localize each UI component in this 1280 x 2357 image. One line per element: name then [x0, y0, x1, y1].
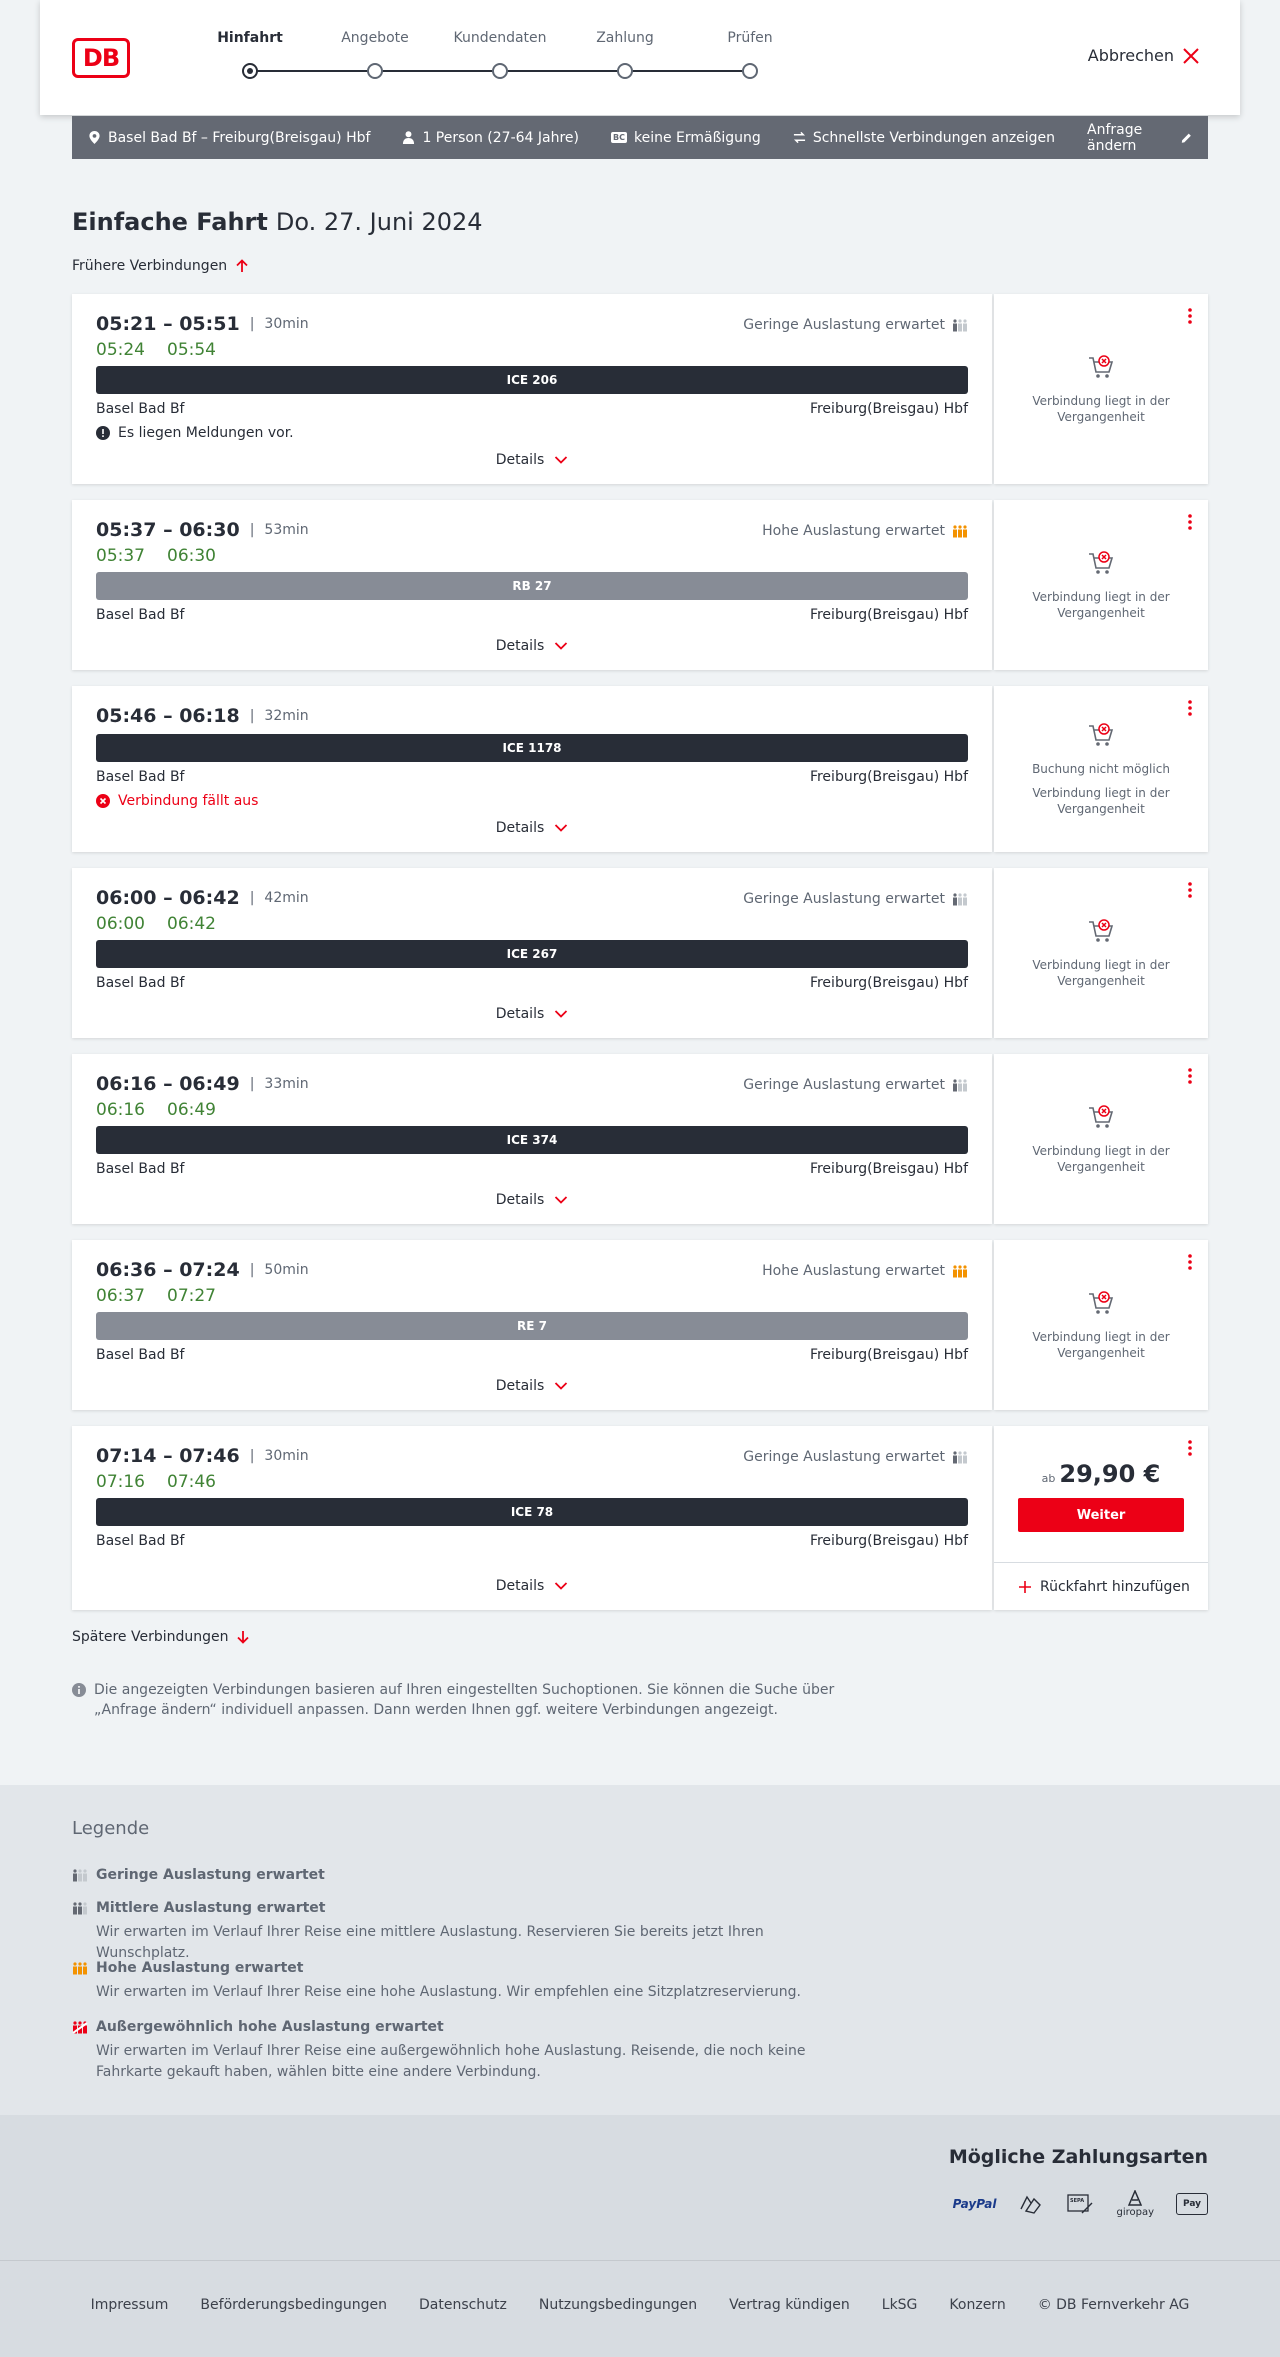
fastest-text: Schnellste Verbindungen anzeigen	[812, 129, 1056, 146]
payment-methods-section	[0, 2115, 1280, 2260]
realtime-arrival: 07:27	[167, 1286, 216, 1306]
origin-station: Basel Bad Bf	[96, 401, 185, 417]
paypal-icon	[953, 2187, 997, 2221]
train-line-bar[interactable]	[96, 366, 968, 394]
realtime-times	[96, 1100, 216, 1120]
past-connection-text: Verbindung liegt in der Vergangenheit	[1032, 590, 1170, 620]
realtime-departure: 07:16	[96, 1472, 145, 1492]
low-occupancy-icon	[952, 892, 968, 906]
legend-item	[72, 2019, 852, 2083]
connection-details[interactable]	[72, 1240, 992, 1410]
footer-link[interactable]: Beförderungsbedingungen	[200, 2297, 387, 2313]
realtime-arrival: 05:54	[167, 340, 216, 360]
legend-title-text: Geringe Auslastung erwartet	[96, 1867, 325, 1883]
details-toggle[interactable]	[72, 1578, 992, 1594]
sepa-icon	[1066, 2187, 1094, 2221]
chevron-down-icon	[554, 1009, 568, 1019]
side-divider	[994, 1562, 1208, 1563]
giropay-icon	[1116, 2187, 1154, 2221]
chevron-down-icon	[554, 641, 568, 651]
cancellation-notice	[96, 793, 258, 809]
notice-text: Verbindung fällt aus	[118, 793, 259, 809]
departure-arrival-time: 05:37 – 06:30	[96, 519, 240, 541]
route-text: Basel Bad Bf – Freiburg(Breisgau) Hbf	[108, 129, 371, 146]
step-label: Prüfen	[727, 30, 773, 46]
occupancy-label: Geringe Auslastung erwartet	[743, 1449, 945, 1465]
page-title	[72, 208, 483, 236]
step-2[interactable]	[315, 30, 435, 46]
step-label: Zahlung	[596, 30, 654, 46]
details-toggle[interactable]	[72, 1192, 992, 1208]
origin-station: Basel Bad Bf	[96, 607, 185, 623]
time-separator: |	[249, 316, 255, 332]
close-icon	[1182, 47, 1200, 65]
swap-arrows-icon	[793, 131, 806, 144]
details-label: Details	[495, 1192, 545, 1208]
notice-text: Es liegen Meldungen vor.	[118, 425, 294, 441]
cancel-label: Abbrechen	[1087, 46, 1174, 65]
footer-link[interactable]: LkSG	[881, 2297, 918, 2313]
legend-title-text: Außergewöhnlich hohe Auslastung erwartet	[96, 2019, 444, 2035]
past-connection-text: Verbindung liegt in der Vergangenheit	[1032, 958, 1170, 988]
connection-details[interactable]	[72, 1054, 992, 1224]
origin-station: Basel Bad Bf	[96, 1533, 185, 1549]
add-return-trip-label: Rückfahrt hinzufügen	[1040, 1579, 1190, 1595]
high-occupancy-icon	[952, 1264, 968, 1278]
destination-station: Freiburg(Breisgau) Hbf	[809, 1347, 968, 1363]
db-logo[interactable]: DB	[72, 38, 130, 78]
plus-icon	[1018, 1580, 1032, 1594]
step-dot-icon	[742, 63, 758, 79]
booking-stepper	[210, 30, 773, 90]
past-connection-text: Verbindung liegt in der Vergangenheit	[1032, 1144, 1170, 1174]
step-label: Kundendaten	[453, 30, 547, 46]
booking-status-panel	[994, 686, 1208, 852]
realtime-times	[96, 340, 216, 360]
alert-icon	[96, 426, 110, 440]
cart-unavailable-icon	[1087, 549, 1115, 577]
train-number: RB 27	[512, 579, 552, 593]
legend-section	[0, 1785, 1280, 2115]
low-occupancy-icon	[952, 318, 968, 332]
more-options-icon[interactable]	[1188, 700, 1192, 716]
high-occupancy-icon	[72, 1961, 88, 1975]
occupancy-indicator[interactable]	[743, 317, 968, 333]
realtime-times	[96, 1472, 216, 1492]
cart-unavailable-icon	[1087, 1103, 1115, 1131]
legend-item-description: Wir erwarten im Verlauf Ihrer Reise eine hohe Auslastung. Wir empfehlen eine Sitzplatzreservierung.	[96, 1984, 801, 2000]
legend-title-text: Hohe Auslastung erwartet	[96, 1960, 304, 1976]
legend-item-description: Wir erwarten im Verlauf Ihrer Reise eine mittlere Auslastung. Reservieren Sie bereits jetzt Ihren Wunschplatz.	[96, 1924, 764, 1961]
departure-arrival-time: 06:00 – 06:42	[96, 887, 240, 909]
step-label: Angebote	[341, 30, 409, 46]
service-message-notice[interactable]	[96, 425, 294, 441]
occupancy-label: Hohe Auslastung erwartet	[762, 1263, 945, 1279]
more-options-icon[interactable]	[1188, 1254, 1192, 1270]
time-separator: |	[249, 1076, 255, 1092]
footer-link[interactable]: Datenschutz	[418, 2297, 507, 2313]
legend-item-title	[72, 1900, 852, 1916]
step-dot-icon	[242, 63, 258, 79]
later-connections-link[interactable]	[72, 1629, 250, 1645]
details-toggle[interactable]	[72, 638, 992, 654]
more-options-icon[interactable]	[1188, 1068, 1192, 1084]
train-line-bar[interactable]	[96, 940, 968, 968]
details-label: Details	[495, 820, 545, 836]
travel-duration: 33min	[264, 1076, 309, 1092]
booking-status-panel	[994, 868, 1208, 1038]
location-pin-icon	[88, 131, 101, 144]
add-return-trip-link[interactable]	[1018, 1579, 1190, 1595]
low-occupancy-icon	[72, 1868, 88, 1882]
high-occupancy-icon	[952, 524, 968, 538]
travel-duration: 32min	[264, 708, 309, 724]
trip-type: Einfache Fahrt	[72, 208, 268, 236]
chevron-down-icon	[554, 823, 568, 833]
booking-status-panel	[994, 500, 1208, 670]
step-dot-icon	[492, 63, 508, 79]
schedule-times	[96, 1445, 309, 1467]
occupancy-indicator[interactable]	[743, 1077, 968, 1093]
price-display	[1042, 1460, 1161, 1488]
search-info-note	[72, 1680, 842, 1720]
giropay-label: giropay	[1116, 2207, 1154, 2218]
details-toggle[interactable]	[72, 1006, 992, 1022]
footer-link[interactable]: Impressum	[90, 2297, 169, 2313]
booking-status-panel	[994, 294, 1208, 484]
connection-card	[72, 1054, 1208, 1224]
destination-station: Freiburg(Breisgau) Hbf	[809, 769, 968, 785]
earlier-connections-link[interactable]	[72, 258, 249, 274]
step-3[interactable]	[440, 30, 560, 46]
occupancy-label: Geringe Auslastung erwartet	[743, 1077, 945, 1093]
departure-arrival-time: 07:14 – 07:46	[96, 1445, 240, 1467]
step-5[interactable]	[690, 30, 810, 46]
schedule-times	[96, 705, 309, 727]
connection-card	[72, 1240, 1208, 1410]
passenger-summary[interactable]	[402, 130, 579, 146]
destination-station: Freiburg(Breisgau) Hbf	[809, 401, 968, 417]
destination-station: Freiburg(Breisgau) Hbf	[809, 975, 968, 991]
cart-unavailable-icon	[1087, 353, 1115, 381]
origin-station: Basel Bad Bf	[96, 1161, 185, 1177]
cart-unavailable-icon	[1087, 917, 1115, 945]
step-dot-icon	[367, 63, 383, 79]
departure-arrival-time: 06:16 – 06:49	[96, 1073, 240, 1095]
pencil-icon	[1181, 131, 1192, 145]
chevron-down-icon	[554, 1381, 568, 1391]
realtime-departure: 06:00	[96, 914, 145, 934]
edit-search-label: Anfrage ändern	[1087, 121, 1143, 154]
more-options-icon[interactable]	[1188, 1440, 1192, 1456]
connection-card	[72, 686, 1208, 852]
train-number: ICE 1178	[502, 741, 562, 755]
connection-card	[72, 500, 1208, 670]
realtime-arrival: 06:42	[167, 914, 216, 934]
low-occupancy-icon	[952, 1450, 968, 1464]
occupancy-indicator[interactable]	[762, 523, 968, 539]
booking-status-text: Buchung nicht möglich	[1032, 762, 1170, 776]
legend-item-title	[72, 1867, 852, 1883]
travel-duration: 30min	[264, 1448, 309, 1464]
departure-arrival-time: 05:46 – 06:18	[96, 705, 240, 727]
destination-station: Freiburg(Breisgau) Hbf	[809, 1161, 968, 1177]
footer	[0, 2260, 1280, 2357]
occupancy-indicator[interactable]	[743, 1449, 968, 1465]
realtime-arrival: 07:46	[167, 1472, 216, 1492]
cart-unavailable-icon	[1087, 721, 1115, 749]
train-number: RE 7	[517, 1319, 547, 1333]
train-number: ICE 267	[506, 947, 558, 961]
fastest-connections-toggle[interactable]	[793, 130, 1055, 146]
edit-search-button[interactable]	[1087, 122, 1192, 154]
discount-summary[interactable]	[611, 130, 761, 146]
realtime-arrival: 06:49	[167, 1100, 216, 1120]
schedule-times	[96, 519, 309, 541]
schedule-times	[96, 887, 309, 909]
connection-details[interactable]	[72, 1426, 992, 1610]
later-connections-label: Spätere Verbindungen	[72, 1629, 229, 1645]
chevron-down-icon	[554, 1195, 568, 1205]
payment-icons	[953, 2187, 1208, 2221]
realtime-departure: 05:37	[96, 546, 145, 566]
details-toggle[interactable]	[72, 1378, 992, 1394]
occupancy-indicator[interactable]	[762, 1263, 968, 1279]
footer-link[interactable]: Nutzungsbedingungen	[538, 2297, 698, 2313]
step-4[interactable]	[565, 30, 685, 46]
step-1[interactable]	[190, 30, 310, 46]
search-summary-bar	[72, 116, 1208, 159]
realtime-departure: 06:16	[96, 1100, 145, 1120]
bahncard-icon: BC	[613, 133, 625, 142]
train-line-bar[interactable]	[96, 734, 968, 762]
arrow-down-icon	[236, 1630, 250, 1644]
details-label: Details	[495, 1378, 545, 1394]
footer-link[interactable]: Vertrag kündigen	[729, 2297, 850, 2313]
booking-status-panel	[994, 1054, 1208, 1224]
price-prefix: ab	[1041, 1472, 1056, 1485]
more-options-icon[interactable]	[1188, 514, 1192, 530]
cart-unavailable-icon	[1087, 1289, 1115, 1317]
realtime-times	[96, 1286, 216, 1306]
connection-card	[72, 868, 1208, 1038]
paypal-label: PayPal	[952, 2197, 997, 2211]
past-connection-text: Verbindung liegt in der Vergangenheit	[1032, 1330, 1170, 1360]
person-icon	[402, 131, 415, 144]
occupancy-label: Hohe Auslastung erwartet	[762, 523, 945, 539]
applepay-label: Pay	[1182, 2199, 1202, 2209]
train-number: ICE 78	[510, 1505, 554, 1519]
details-toggle[interactable]	[72, 452, 992, 468]
details-label: Details	[495, 638, 545, 654]
credit-card-icon	[1018, 2187, 1044, 2221]
footer-link[interactable]: Konzern	[949, 2297, 1006, 2313]
svg-text:SEPA: SEPA	[1070, 2198, 1085, 2204]
route-summary[interactable]	[88, 130, 370, 146]
time-separator: |	[249, 1448, 255, 1464]
details-toggle[interactable]	[72, 820, 992, 836]
header	[40, 0, 1240, 115]
step-label: Hinfahrt	[217, 30, 283, 46]
continue-button[interactable]: Weiter	[1018, 1498, 1184, 1532]
legend-item-title	[72, 1960, 852, 1976]
schedule-times	[96, 1259, 309, 1281]
chevron-down-icon	[554, 1581, 568, 1591]
payment-methods-title: Mögliche Zahlungsarten	[948, 2146, 1208, 2168]
step-dot-icon	[617, 63, 633, 79]
realtime-departure: 05:24	[96, 340, 145, 360]
more-options-icon[interactable]	[1188, 308, 1192, 324]
info-icon	[72, 1683, 86, 1697]
realtime-departure: 06:37	[96, 1286, 145, 1306]
travel-duration: 50min	[264, 1262, 309, 1278]
more-options-icon[interactable]	[1188, 882, 1192, 898]
past-connection-text: Verbindung liegt in der Vergangenheit	[1032, 394, 1170, 424]
occupancy-label: Geringe Auslastung erwartet	[743, 317, 945, 333]
travel-duration: 30min	[264, 316, 309, 332]
passenger-text: 1 Person (27-64 Jahre)	[422, 129, 579, 146]
price-value: 29,90 €	[1059, 1460, 1161, 1488]
train-line-bar[interactable]	[96, 572, 968, 600]
extreme-occupancy-icon	[72, 2020, 88, 2034]
footer-links	[0, 2297, 1280, 2313]
travel-duration: 53min	[264, 522, 309, 538]
earlier-connections-label: Frühere Verbindungen	[72, 258, 228, 274]
time-separator: |	[249, 1262, 255, 1278]
realtime-times	[96, 546, 216, 566]
train-number: ICE 206	[506, 373, 558, 387]
arrow-up-icon	[235, 259, 249, 273]
origin-station: Basel Bad Bf	[96, 1347, 185, 1363]
copyright: © DB Fernverkehr AG	[1037, 2297, 1190, 2313]
occupancy-indicator[interactable]	[743, 891, 968, 907]
legend-item	[72, 1867, 852, 1883]
legend-title: Legende	[72, 1818, 150, 1839]
connection-details[interactable]	[72, 294, 992, 484]
connection-details[interactable]	[72, 868, 992, 1038]
train-line-bar[interactable]	[96, 1126, 968, 1154]
schedule-times	[96, 1073, 309, 1095]
schedule-times	[96, 313, 309, 335]
legend-item-description: Wir erwarten im Verlauf Ihrer Reise eine außergewöhnlich hohe Auslastung. Reisende, die noch keine Fahrkarte gekauft haben, wählen bitte eine andere Verbindung.	[96, 2043, 806, 2080]
connection-details[interactable]	[72, 500, 992, 670]
train-number: ICE 374	[506, 1133, 558, 1147]
destination-station: Freiburg(Breisgau) Hbf	[809, 607, 968, 623]
departure-arrival-time: 05:21 – 05:51	[96, 313, 240, 335]
time-separator: |	[249, 522, 255, 538]
past-connection-text: Verbindung liegt in der Vergangenheit	[1032, 786, 1170, 816]
legend-item-title	[72, 2019, 852, 2035]
offer-panel	[994, 1426, 1208, 1610]
connection-card	[72, 1426, 1208, 1610]
time-separator: |	[249, 890, 255, 906]
train-line-bar[interactable]	[96, 1498, 968, 1526]
low-occupancy-icon	[952, 1078, 968, 1092]
chevron-down-icon	[554, 455, 568, 465]
medium-occupancy-icon	[72, 1901, 88, 1915]
cancel-button[interactable]	[1088, 46, 1200, 65]
search-info-text: Die angezeigten Verbindungen basieren auf Ihren eingestellten Suchoptionen. Sie können die Suche über „Anfrage ändern“ individuell anpassen. Dann werden Ihnen ggf. weitere Verbindungen angezeigt.	[94, 1682, 835, 1718]
legend-title-text: Mittlere Auslastung erwartet	[96, 1900, 326, 1916]
occupancy-label: Geringe Auslastung erwartet	[743, 891, 945, 907]
origin-station: Basel Bad Bf	[96, 769, 185, 785]
details-label: Details	[495, 1578, 545, 1594]
apple-pay-icon	[1176, 2193, 1208, 2215]
connection-card	[72, 294, 1208, 484]
departure-arrival-time: 06:36 – 07:24	[96, 1259, 240, 1281]
realtime-times	[96, 914, 216, 934]
legend-item	[72, 1960, 852, 2003]
realtime-arrival: 06:30	[167, 546, 216, 566]
legend-item	[72, 1900, 852, 1964]
discount-text: keine Ermäßigung	[633, 129, 761, 146]
travel-date: Do. 27. Juni 2024	[275, 208, 483, 236]
travel-duration: 42min	[264, 890, 309, 906]
origin-station: Basel Bad Bf	[96, 975, 185, 991]
time-separator: |	[249, 708, 255, 724]
connection-details[interactable]	[72, 686, 992, 852]
booking-status-panel	[994, 1240, 1208, 1410]
details-label: Details	[495, 1006, 545, 1022]
details-label: Details	[495, 452, 545, 468]
cancel-circle-icon	[96, 794, 110, 808]
train-line-bar[interactable]	[96, 1312, 968, 1340]
destination-station: Freiburg(Breisgau) Hbf	[809, 1533, 968, 1549]
